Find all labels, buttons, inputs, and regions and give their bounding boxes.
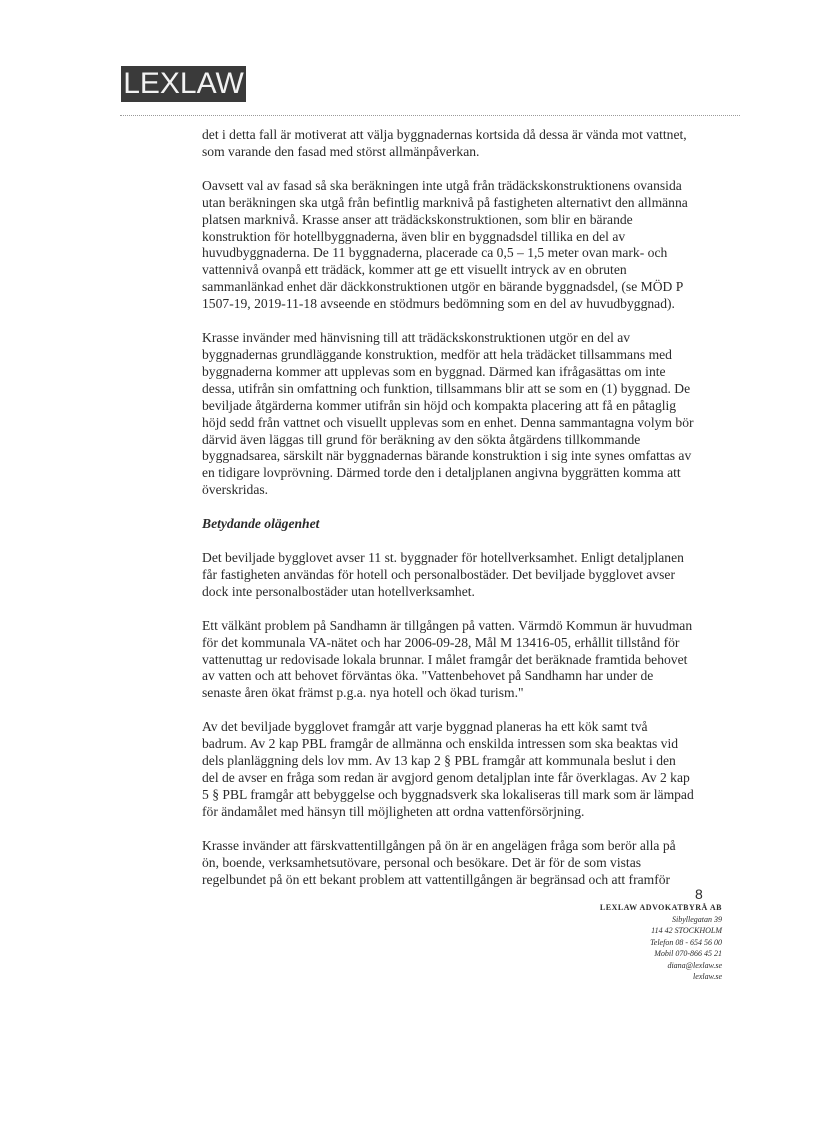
paragraph: Ett välkänt problem på Sandhamn är tillgången på vatten. Värmdö Kommun är huvudman för det kommunala VA-nätet och har 2006-09-28, Mål M 13416-05, erhållit tillstånd för vattenuttag ur redovisade lokala brunnar. I målet framgår det beräknade framtida behovet av vatten och att behovet förväntas öka. "Vattenbehovet på Sandhamn har under de senaste åren ökat främst p.g.a. nya hotell och ökad turism."	[202, 617, 693, 701]
paragraph: Krasse invänder att färskvattentillgången på ön är en angelägen fråga som berör alla på ön, boende, verksamhetsutövare, personal och besökare. Det är för de som vistas regelbundet på ön ett bekant problem att vattentillgången är begränsad och att framför	[202, 837, 676, 887]
firm-website: lexlaw.se	[693, 972, 722, 981]
firm-mobile: Mobil 070-866 45 21	[654, 949, 722, 958]
page-number: 8	[695, 886, 703, 902]
paragraph: det i detta fall är motiverat att välja byggnadernas kortsida då dessa är vända mot vattnet, som varande den fasad med störst allmänpåverkan.	[202, 127, 687, 159]
firm-address: Sibyllegatan 39	[672, 914, 722, 924]
paragraph: Oavsett val av fasad så ska beräkningen inte utgå från trädäckskonstruktionens ovansida utan beräkningen ska utgå från befintlig marknivå på fastigheten alternativt den allmänna platsen marknivå. Krasse anser att trädäckskonstruktionen, som blir en bärande konstruktion för hotellbyggnaderna, även blir en byggnadsdel tillika en del av huvudbyggnaderna. De 11 byggnaderna, placerade ca 0,5 – 1,5 meter ovan mark- och vattennivå ovanpå ett trädäck, kommer att ge ett visuellt intryck av en obruten sammanlänkad enhet där däckkonstruktionen utgör en bärande byggnadsdel, (se MÖD P 1507-19, 2019-11-18 avseende en stödmurs bedömning som en del av huvudbyggnad).	[202, 177, 688, 312]
document-body	[202, 127, 694, 905]
firm-email: diana@lexlaw.se	[667, 960, 722, 970]
paragraph: Av det beviljade bygglovet framgår att varje byggnad planeras ha ett kök samt två badrum. Av 2 kap PBL framgår de allmänna och enskilda intressen som ska beaktas vid dels planläggning dels lov mm. Av 13 kap 2 § PBL framgår att kommunala beslut i den del de avser en fråga som redan är avgjord genom detaljplan inte får överklagas. Av 2 kap 5 § PBL framgår att bebyggelse och byggnadsverk ska lokaliseras till mark som är lämpad för ändamålet med hänsyn till möjligheten att ordna vattenförsörjning.	[202, 719, 694, 819]
firm-phone: Telefon 08 - 654 56 00	[650, 937, 722, 947]
firm-contact-block	[600, 902, 722, 983]
header-divider	[120, 115, 740, 116]
paragraph: Krasse invänder med hänvisning till att trädäckskonstruktionen utgör en del av byggnadernas grundläggande konstruktion, medför att hela trädäcket tillsammans med byggnaderna kommer att upplevas som en byggnad. Därmed kan ifrågasättas om inte dessa, utifrån sin omfattning och funktion, tillsammans blir att se som en (1) byggnad. De beviljade åtgärderna kommer utifrån sin höjd och kompakta placering att få en påtaglig höjd sedd från vattnet och visuellt upplevas som en enhet. Denna sammantagna volym bör därvid även läggas till grund för beräkning av den sökta åtgärdens tillkommande byggnadsarea, särskilt när byggnadernas bärande konstruktion i sig inte synes omfattas av en tidigare lovprövning. Därmed torde den i detaljplanen angivna byggrätten komma att överskridas.	[202, 330, 694, 498]
lexlaw-logo: LEXLAW	[121, 66, 246, 102]
section-heading: Betydande olägenhet	[202, 516, 320, 532]
firm-name: LEXLAW ADVOKATBYRÅ AB	[599, 903, 722, 912]
firm-postal: 114 42 STOCKHOLM	[651, 926, 722, 935]
paragraph: Det beviljade bygglovet avser 11 st. byggnader för hotellverksamhet. Enligt detaljplanen får fastigheten användas för hotell och personalbostäder. Det beviljade bygglovet avser dock inte personalbostäder utan hotellverksamhet.	[202, 550, 684, 599]
